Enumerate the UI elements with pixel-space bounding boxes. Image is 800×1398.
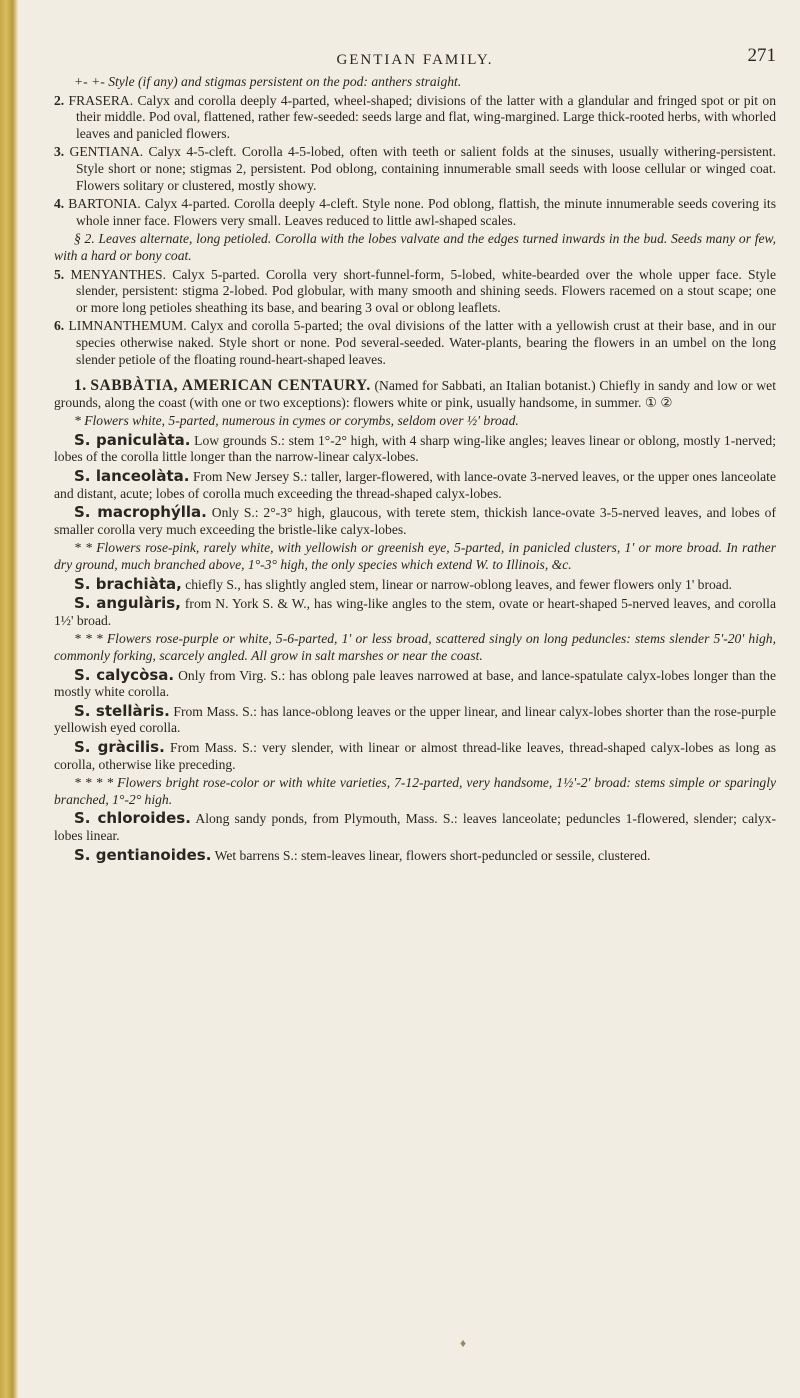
species-stellaris	[54, 703, 776, 737]
species-lanceolata	[54, 468, 776, 502]
entry-number: 6.	[54, 318, 65, 334]
genus-entry-gentiana	[54, 144, 776, 194]
book-binding-edge	[0, 0, 18, 1398]
genus-number: 1.	[74, 377, 87, 395]
species-group-4: * * * * Flowers bright rose-color or with white varieties, 7-12-parted, very handsome, 1½'-2' broad: stems simple or sparingly branched, 1°-2° high.	[54, 775, 776, 807]
species-brachiata	[54, 576, 776, 594]
species-name: S. gràcilis.	[74, 737, 165, 756]
species-text: From Mass. S.: has lance-oblong leaves or the upper linear, and linear calyx-lobes shorter than the rose-purple yellowish eyed corolla.	[54, 703, 776, 736]
species-text: Wet barrens S.: stem-leaves linear, flowers short-peduncled or sessile, clustered.	[214, 847, 651, 863]
entry-number: 3.	[54, 144, 65, 160]
genus-entry-menyanthes	[54, 267, 776, 317]
subgroup-heading: +- +- Style (if any) and stigmas persistent on the pod: anthers straight.	[74, 74, 462, 89]
page-number: 271	[747, 45, 776, 66]
species-name: S. calycòsa.	[74, 665, 175, 684]
section-2-heading: § 2. Leaves alternate, long petioled. Corolla with the lobes valvate and the edges turned inwards in the bud. Seeds many or few, with a hard or bony coat.	[54, 231, 776, 263]
species-name: S. chloroides.	[74, 809, 191, 828]
species-group-1: * Flowers white, 5-parted, numerous in cymes or corymbs, seldom over ½' broad.	[74, 413, 519, 429]
species-name: S. gentianoides.	[74, 845, 212, 864]
species-text: Along sandy ponds, from Plymouth, Mass. S.: leaves lanceolate; peduncles 1-flowered, slender; calyx-lobes linear.	[54, 811, 777, 843]
species-name: S. brachiàta,	[74, 574, 182, 593]
genus-text: (Named for Sabbati, an Italian botanist.) Chiefly in sandy and low or wet grounds, along the coast (with one or two exceptions): flowers white or pink, usually handsome, in summer. ① ②	[54, 378, 776, 410]
species-text: Only from Virg. S.: has oblong pale leaves narrowed at base, and lance-spatulate calyx-lobes longer than the mostly white corolla.	[54, 667, 776, 700]
species-text: Only S.: 2°-3° high, glaucous, with terete stem, thickish lance-ovate 3-5-nerved leaves, and lobes of smaller corolla very much exceeding the bristle-like calyx-lobes.	[54, 505, 777, 537]
printer-mark-icon: ♦	[460, 1336, 467, 1350]
entry-text: LIMNANTHEMUM. Calyx and corolla 5-parted; the oval divisions of the latter with a yellowish crust at their base, and in our species otherwise naked. Style short or none. Pod several-seeded. Water-plants, bearing the flowers in an umbel on the long slender petiole of the floating round-heart-shaped leaves.	[68, 318, 776, 367]
genus-entry-limnanthemum	[54, 318, 776, 368]
page-header	[54, 45, 776, 74]
entry-text: FRASERA. Calyx and corolla deeply 4-parted, wheel-shaped; divisions of the latter with a glandular and fringed spot or pit on their middle. Pod oval, flattened, rather few-seeded: seeds large and flat, wing-margined. Large thick-rooted herbs, with whorled leaves and panicled flowers.	[68, 92, 777, 141]
running-head: GENTIAN FAMILY.	[336, 52, 494, 68]
entry-number: 4.	[54, 196, 65, 212]
species-calycosa	[54, 667, 776, 701]
genus-description-sabbatia	[54, 378, 776, 411]
species-name: S. macrophýlla.	[74, 503, 207, 522]
species-name: S. angulàris,	[74, 594, 181, 613]
species-gentianoides	[54, 847, 776, 865]
species-text: Low grounds S.: stem 1°-2° high, with 4 sharp wing-like angles; leaves linear or oblong, mostly 1-nerved; lobes of the corolla little longer than the narrow-linear calyx-lobes.	[54, 432, 776, 465]
entry-number: 5.	[54, 266, 65, 282]
genus-title: SABBÀTIA, AMERICAN CENTAURY.	[90, 377, 371, 395]
entry-text: GENTIANA. Calyx 4-5-cleft. Corolla 4-5-lobed, often with teeth or salient folds at the sinuses, usually withering-persistent. Style short or none; stigmas 2, persistent. Pod oblong, containing innumerable small seeds with loose cellular or winged coat. Flowers solitary or clustered, mostly showy.	[69, 144, 776, 193]
species-group-3: * * * Flowers rose-purple or white, 5-6-parted, 1' or less broad, scattered singly on long peduncles: stems slender 5'-20' high, commonly forking, scarcely angled. All grow in salt marshes or near the coast.	[54, 631, 776, 663]
species-gracilis	[54, 739, 776, 773]
genus-entry-bartonia	[54, 196, 776, 229]
species-angularis	[54, 595, 776, 629]
species-chloroides	[54, 810, 776, 844]
species-name: S. stellàris.	[74, 701, 170, 720]
species-group-2: * * Flowers rose-pink, rarely white, with yellowish or greenish eye, 5-parted, in panicled clusters, 1' or more broad. In rather dry ground, much branched above, 1°-3° high, the only species which extend W. to Illinois, &c.	[54, 540, 776, 573]
entry-text: MENYANTHES. Calyx 5-parted. Corolla very short-funnel-form, 5-lobed, white-bearded over the whole upper face. Style slender, persistent: stigma 2-lobed. Pod globular, with many smooth and shining seeds. Flowers racemed on a stout scape; one or more long petioles sheathing its base, and bearing 3 oval or oblong leaflets.	[70, 266, 776, 315]
species-text: From New Jersey S.: taller, larger-flowered, with lance-ovate 3-nerved leaves, or the upper ones lanceolate and distant, acute; lobes of corolla much exceeding the thread-shaped calyx-lobes.	[54, 469, 776, 501]
species-text: from N. York S. & W., has wing-like angles to the stem, ovate or heart-shaped 5-nerved leaves, and corolla 1½' broad.	[54, 596, 776, 628]
species-text: chiefly S., has slightly angled stem, linear or narrow-oblong leaves, and fewer flowers only 1' broad.	[185, 576, 733, 592]
genus-entry-frasera	[54, 93, 776, 143]
entry-number: 2.	[54, 92, 65, 108]
book-page	[34, 0, 784, 1398]
species-text: From Mass. S.: very slender, with linear or almost thread-like leaves, thread-shaped calyx-lobes as long as corolla, otherwise like preceding.	[54, 739, 776, 772]
species-name: S. paniculàta.	[74, 430, 191, 449]
entry-text: BARTONIA. Calyx 4-parted. Corolla deeply 4-cleft. Style none. Pod oblong, flattish, the minute innumerable seeds covering its whole inner face. Flowers very small. Leaves reduced to little awl-shaped scales.	[68, 196, 776, 228]
species-name: S. lanceolàta.	[74, 467, 190, 486]
species-paniculata	[54, 432, 776, 466]
species-macrophylla	[54, 504, 776, 538]
